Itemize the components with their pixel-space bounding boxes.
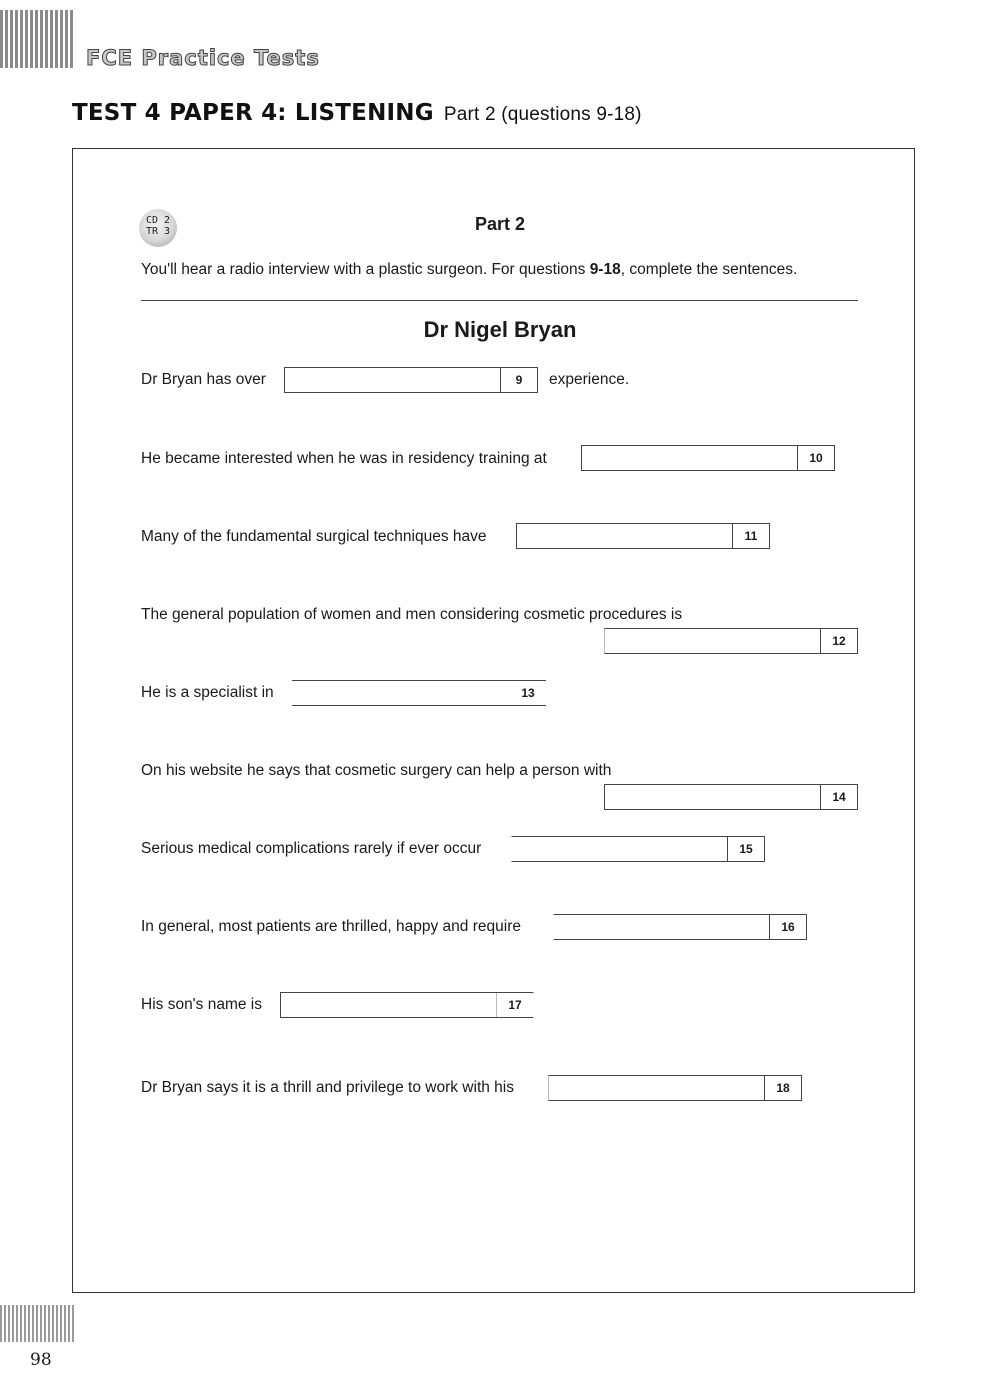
subject-title: Dr Nigel Bryan [423, 317, 577, 342]
answer-box-9[interactable] [284, 367, 538, 393]
cd-label: CD 2 [145, 215, 171, 226]
question-13-text: He is a specialist in [141, 684, 274, 701]
part-heading: Part 2 [474, 214, 526, 234]
question-number-15: 15 [727, 837, 764, 861]
question-15-text: Serious medical complications rarely if ever occur [141, 840, 482, 857]
question-number-14: 14 [820, 785, 857, 809]
answer-box-11[interactable] [516, 523, 770, 549]
question-12-text: The general population of women and men considering cosmetic procedures is [141, 606, 683, 623]
question-number-9: 9 [500, 368, 537, 392]
answer-box-14[interactable] [604, 784, 858, 810]
question-number-13: 13 [521, 686, 535, 700]
question-11-text: Many of the fundamental surgical techniques have [141, 528, 487, 545]
page-number: 98 [30, 1350, 52, 1370]
answer-box-15[interactable] [511, 836, 765, 862]
question-17-text: His son's name is [141, 996, 262, 1013]
question-16-text: In general, most patients are thrilled, happy and require [141, 918, 521, 935]
answer-box-18[interactable] [548, 1075, 802, 1101]
divider [141, 300, 858, 301]
track-label: TR 3 [145, 226, 171, 237]
question-18-text: Dr Bryan says it is a thrill and privilege to work with his [141, 1079, 514, 1096]
question-number-11: 11 [732, 524, 769, 548]
instructions-pre: You'll hear a radio interview with a plastic surgeon. For questions [141, 261, 590, 278]
question-10-text: He became interested when he was in residency training at [141, 450, 547, 467]
question-number-12: 12 [820, 629, 857, 653]
page-title [72, 100, 642, 126]
instructions [141, 261, 797, 279]
test-subtitle: Part 2 (questions 9-18) [443, 104, 642, 125]
answer-box-13[interactable] [292, 680, 546, 706]
question-number-10: 10 [797, 446, 834, 470]
question-number-17: 17 [496, 993, 533, 1017]
question-number-18: 18 [764, 1076, 801, 1100]
answer-box-10[interactable] [581, 445, 835, 471]
answer-box-16[interactable] [553, 914, 807, 940]
answer-box-12[interactable] [604, 628, 858, 654]
question-9-text: Dr Bryan has over [141, 371, 266, 388]
series-title: FCE Practice Tests [86, 46, 320, 70]
header-stripe-decoration [0, 10, 74, 68]
answer-box-17[interactable] [280, 992, 534, 1018]
question-9-after: experience. [549, 371, 630, 388]
footer-stripe-decoration [0, 1305, 74, 1342]
question-14-text: On his website he says that cosmetic surgery can help a person with [141, 762, 612, 779]
question-number-16: 16 [769, 915, 806, 939]
instructions-range: 9-18 [589, 261, 621, 278]
instructions-post: , complete the sentences. [620, 261, 798, 278]
test-title: TEST 4 PAPER 4: LISTENING [72, 100, 434, 126]
